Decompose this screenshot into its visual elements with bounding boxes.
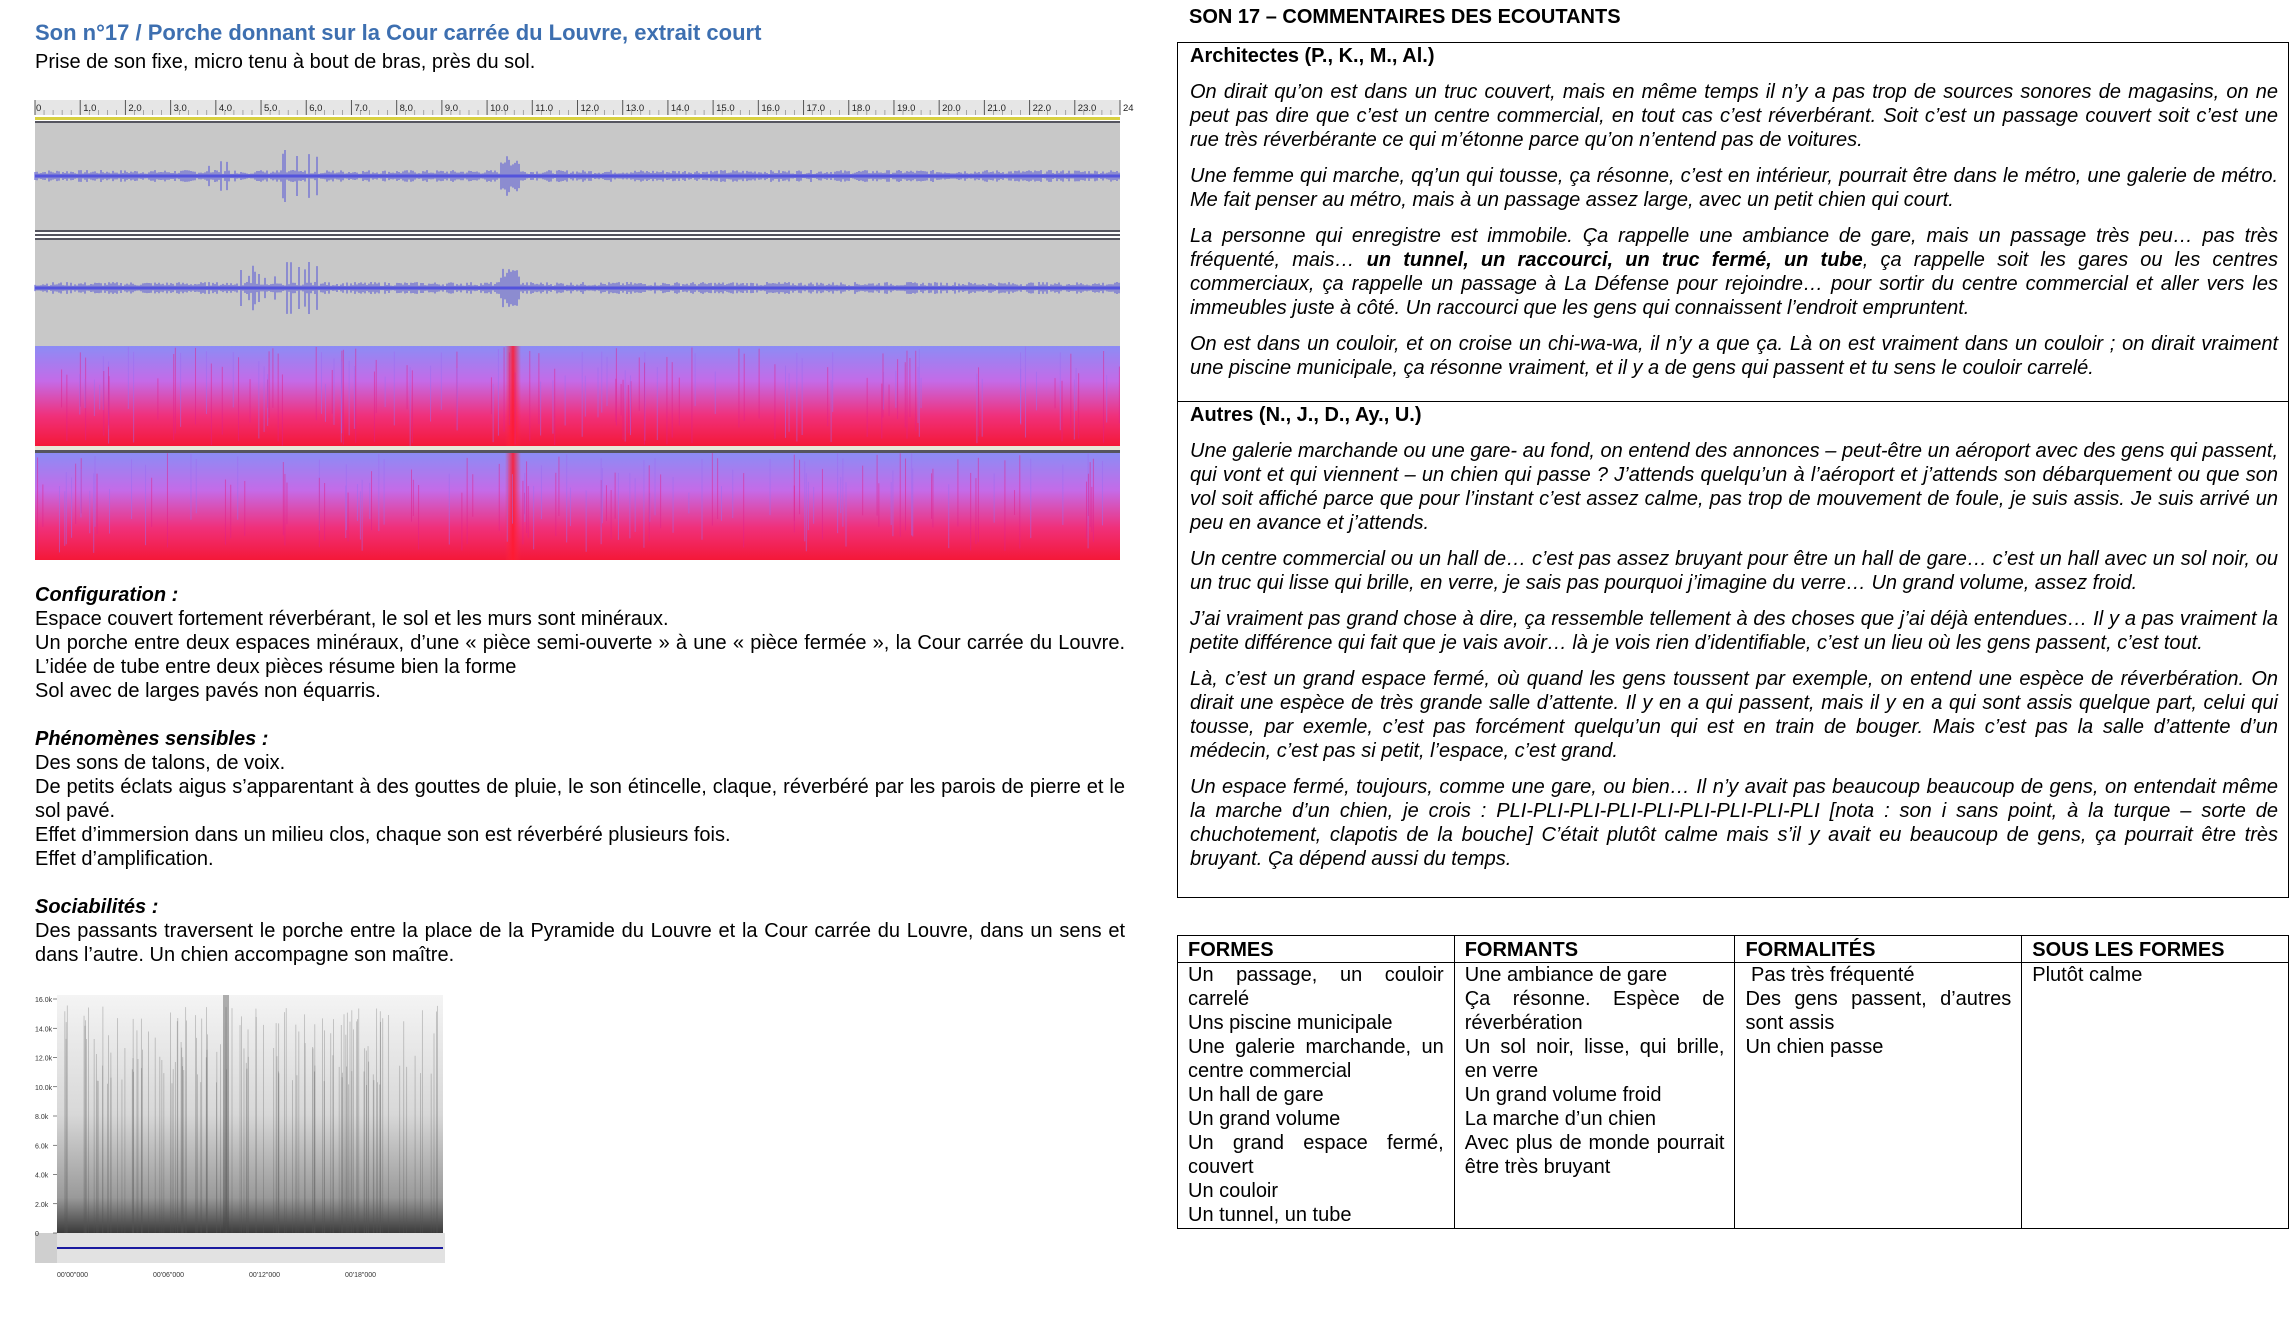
time-label: 00'06"000 [153, 1272, 185, 1279]
configuration-line: Espace couvert fortement réverbérant, le sol et les murs sont minéraux. [35, 608, 669, 630]
phenomenes-section [35, 727, 1125, 871]
comment-paragraph: Une galerie marchande ou une gare- au fond, on entend des annonces – peut-être un aéroport avec des gens qui passent, qui vont et qui viennent – un chien qui passe ? J’attends quelqu’un à l’aéroport et j’attends son débarquement ou que son vol soit affiché parce que pour l’instant c’est assez calme, pas trop de mouvement de foule, je suis assis. Je suis arrivé un peu en avance et j’attends. [1190, 440, 2278, 534]
table-header: SOUS LES FORMES [2022, 936, 2289, 963]
comment-paragraph: Un espace fermé, toujours, comme une gare, ou bien… Il n’y avait pas beaucoup beaucoup de gens, on entendait même la marche d’un chien, je crois : PLI-PLI-PLI-PLI-PLI-PLI-PLI-PLI-PLI [nota : son i sans point, à la turque – sorte de chuchotement, clapotis de la bouche] C’était plutôt calme mais s’il y avait eu beaucoup de gens, ça pourrait être très bruyant. Ça dépend aussi du temps. [1190, 776, 2278, 870]
table-item: Un grand espace fermé, couvert [1188, 1132, 1444, 1178]
table-item: La marche d’un chien [1464, 1108, 1656, 1130]
timeline-label: 12.0 [580, 103, 599, 114]
table-item: Des gens passent, d’autres sont assis [1745, 988, 2012, 1034]
table-item: Pas très fréquenté [1745, 964, 1915, 986]
timeline-label: 17.0 [806, 103, 826, 114]
timeline-label: 16.0 [761, 103, 780, 114]
table-cell-formalites [1735, 963, 2022, 1229]
audio-editor-image [35, 100, 1134, 560]
comment-paragraph: Une femme qui marche, qq’un qui tousse, ça résonne, c’est en intérieur, pourrait être dans le métro, une galerie de métro. Me fait penser au métro, mais à un passage assez large, avec un petit chien qui court. [1190, 165, 2278, 211]
recording-note: Prise de son fixe, micro tenu à bout de bras, près du sol. [35, 51, 536, 73]
timeline-label: 6.0 [309, 103, 323, 114]
frequency-label: 12.0k [35, 1055, 53, 1063]
comment-paragraph: J’ai vraiment pas grand chose à dire, ça ressemble tellement à des choses que j’ai déjà entendues… Il y a pas vraiment la petite différence qui fait que je vais avoir… là je vois rien d’identifiable, c’est un lieu où les gens passent, c’est tout. [1190, 608, 2278, 654]
timeline-label: 18.0 [851, 103, 871, 114]
spectrogram-track-2 [35, 453, 1120, 560]
frequency-label: 2.0k [35, 1201, 49, 1209]
sociabilites-heading: Sociabilités : [35, 896, 159, 918]
table-header: FORMALITÉS [1735, 936, 2022, 963]
comment-text: La personne qui enregistre est immobile. Ça rappelle une ambiance de gare, mais un passage très peu… pas très fréquenté, mais… [1190, 225, 2278, 271]
table-item: Un grand volume froid [1464, 1084, 1662, 1106]
comment-emphasis: un tunnel, un raccourci, un truc fermé, un tube [1366, 249, 1863, 271]
left-description [35, 583, 1125, 991]
sociabilites-line: Des passants traversent le porche entre la place de la Pyramide du Louvre et la Cour carrée du Louvre, dans un sens et dans l’autre. Un chien accompagne son maître. [35, 920, 1125, 966]
timeline-label: 20.0 [942, 103, 961, 114]
time-label: 00'18"000 [345, 1272, 377, 1279]
configuration-heading: Configuration : [35, 584, 179, 606]
timeline-label: 10.0 [490, 103, 509, 114]
comment-paragraph: On est dans un couloir, et on croise un chi-wa-wa, il n’y a que ça. Là on est vraiment dans un couloir ; on dirait vraiment une piscine municipale, ça résonne vraiment, et il y a de gens qui passent et tu sens le couloir carrelé. [1190, 333, 2278, 379]
timeline-label: 23.0 [1077, 103, 1097, 114]
comments-title: SON 17 – COMMENTAIRES DES ECOUTANTS [1189, 6, 1621, 28]
table-item: Une ambiance de gare [1464, 964, 1668, 986]
architectes-heading: Architectes (P., K., M., Al.) [1190, 45, 1435, 67]
timeline-label: 24 [1123, 103, 1134, 114]
frequency-label: 14.0k [35, 1026, 53, 1034]
timeline-label: 13.0 [625, 103, 645, 114]
timeline-label: 15.0 [716, 103, 735, 114]
table-cell-formants [1454, 963, 1735, 1229]
phenomenes-line: Des sons de talons, de voix. [35, 752, 286, 774]
comment-text: , ça rappelle soit les gares ou les centres commerciaux, ça rappelle un passage à La Défense pour rejoindre… pour sortir du centre commercial et aller vers les immeubles juste à côté. Un raccourci que les gens qui connaissent l’endroit empruntent. [1190, 249, 2278, 319]
comment-paragraph: Un centre commercial ou un hall de… c’est pas assez bruyant pour être un hall de gare… c’est un hall avec un sol noir, ou un truc qui lisse qui brille, en verre, je sais pas pourquoi j’imagine du verre… Un grand volume, assez froid. [1190, 548, 2278, 594]
phenomenes-heading: Phénomènes sensibles : [35, 728, 269, 750]
timeline-label: 0 [36, 103, 42, 114]
table-item: Un chien passe [1745, 1036, 1884, 1058]
table-item: Plutôt calme [2032, 964, 2143, 986]
timeline-label: 2.0 [128, 103, 142, 114]
table-item: Un tunnel, un tube [1188, 1204, 1352, 1226]
table-item: Un sol noir, lisse, qui brille, en verre [1464, 1036, 1725, 1082]
frequency-label: 10.0k [35, 1084, 53, 1092]
phenomenes-line: Effet d’amplification. [35, 848, 214, 870]
timeline-label: 11.0 [535, 103, 554, 114]
frequency-label: 4.0k [35, 1172, 49, 1180]
architectes-box [1177, 42, 2289, 402]
time-label: 00'00"000 [57, 1272, 89, 1279]
timeline-label: 21.0 [987, 103, 1006, 114]
table-item: Un passage, un couloir carrelé [1188, 964, 1444, 1010]
timeline-label: 4.0 [218, 103, 233, 114]
frequency-label: 8.0k [35, 1114, 49, 1121]
timeline-label: 19.0 [896, 103, 916, 114]
table-item: Ça résonne. Espèce de réverbération [1464, 988, 1725, 1034]
timeline-label: 1.0 [83, 103, 97, 114]
configuration-section [35, 583, 1125, 703]
phenomenes-line: Effet d’immersion dans un milieu clos, chaque son est réverbéré plusieurs fois. [35, 824, 731, 846]
autres-heading: Autres (N., J., D., Ay., U.) [1190, 404, 1422, 426]
frequency-label: 6.0k [35, 1143, 49, 1151]
formes-table [1177, 935, 2289, 1229]
frequency-label: 16.0k [35, 997, 53, 1004]
frequency-label: 0 [35, 1231, 39, 1238]
timeline-label: 5.0 [264, 103, 278, 114]
timeline-label: 3.0 [173, 103, 187, 114]
timeline-label: 14.0 [670, 103, 690, 114]
timeline-label: 9.0 [444, 103, 459, 114]
table-item: Un couloir [1188, 1180, 1279, 1202]
time-label: 00'12"000 [249, 1272, 281, 1279]
spectrogram-track-1 [35, 346, 1120, 446]
waveform-track-2 [35, 240, 1120, 347]
table-cell-formes [1178, 963, 1455, 1229]
spectrogram-image [35, 985, 445, 1285]
configuration-line: Un porche entre deux espaces minéraux, d’une « pièce semi-ouverte » à une « pièce fermée », la Cour carrée du Louvre. L’idée de tube entre deux pièces résume bien la forme [35, 632, 1125, 678]
table-item: Avec plus de monde pourrait être très bruyant [1464, 1132, 1725, 1178]
configuration-line: Sol avec de larges pavés non équarris. [35, 680, 381, 702]
timeline-label: 22.0 [1032, 103, 1052, 114]
table-item: Uns piscine municipale [1188, 1012, 1393, 1034]
comment-paragraph [1190, 224, 2278, 320]
timeline-label: 7.0 [354, 103, 368, 114]
table-item: Un grand volume [1188, 1108, 1341, 1130]
autres-box [1177, 401, 2289, 898]
comment-paragraph: Là, c’est un grand espace fermé, où quand les gens toussent par exemple, on entend une espèce de réverbération. On dirait une espèce de très grande salle d’attente. Il y en a qui passent, mais il y en a qui sont assis quelque part, celui qui tousse, par exemle, c’est pas forcément quelqu’un qui est en train de bouger. Mais c’est pas la salle d’attente d’un médecin, c’est pas si petit, l’espace, c’est grand. [1190, 668, 2278, 762]
table-header: FORMES [1178, 936, 1455, 963]
timeline-label: 8.0 [399, 103, 413, 114]
table-item: Une galerie marchande, un centre commercial [1188, 1036, 1444, 1082]
sociabilites-section [35, 895, 1125, 967]
phenomenes-line: De petits éclats aigus s’apparentant à des gouttes de pluie, le son étincelle, claque, réverbéré par les parois de pierre et le sol pavé. [35, 776, 1125, 822]
table-cell-sous-les-formes [2022, 963, 2289, 1229]
page-title: Son n°17 / Porche donnant sur la Cour carrée du Louvre, extrait court [35, 20, 762, 45]
comment-paragraph: On dirait qu’on est dans un truc couvert, mais en même temps il n’y a pas trop de sources sonores de magasins, on ne peut pas dire que c’est un centre commercial, en tout cas c’est réverbérant. Soit c’est un passage couvert soit c’est une rue très réverbérante ce qui m’étonne parce qu’on n’entend pas de voitures. [1190, 81, 2278, 151]
table-item: Un hall de gare [1188, 1084, 1324, 1106]
table-header: FORMANTS [1454, 936, 1735, 963]
